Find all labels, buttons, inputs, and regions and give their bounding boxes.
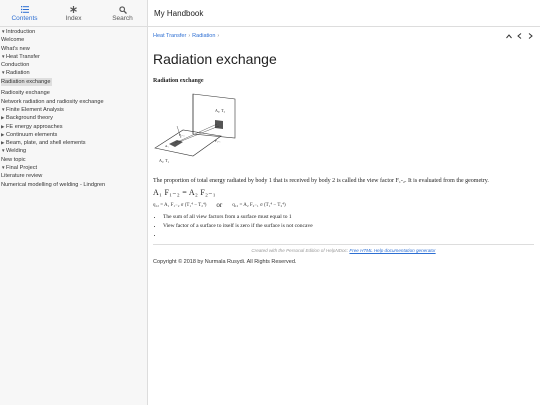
helpndoc-link[interactable]: Free HTML Help documentation generator xyxy=(349,248,436,253)
sidebar xyxy=(0,0,148,405)
toc-item[interactable] xyxy=(1,78,52,86)
toc-item-label: Welcome xyxy=(1,37,25,44)
tab-index[interactable] xyxy=(49,0,98,26)
list-item xyxy=(163,231,534,240)
toc-item[interactable] xyxy=(1,107,64,113)
or-text: or xyxy=(216,201,223,209)
toc-item[interactable] xyxy=(1,29,35,35)
toc-item-label: FE energy approaches xyxy=(6,123,63,130)
toc-item-label: Beam, plate, and shell elements xyxy=(6,140,86,147)
toc-item-label: New topic xyxy=(1,156,26,163)
figure-label-f12: F₁-₂ xyxy=(179,133,185,137)
caret-down-icon[interactable]: ▼ xyxy=(1,53,6,59)
toc-item-label: Literature review xyxy=(1,173,43,180)
toc-item[interactable] xyxy=(1,90,50,96)
sidebar-tabs xyxy=(0,0,147,27)
tab-contents[interactable] xyxy=(0,0,49,26)
heat-exchange-equation-2: q₁₂ = A₂ F₂₋₁ σ (T₁⁴ − T₂⁴) xyxy=(232,203,286,208)
toc-item[interactable] xyxy=(1,62,29,68)
toc-item[interactable] xyxy=(1,148,26,154)
toc-item-label: Radiation xyxy=(6,70,30,77)
toc-item[interactable] xyxy=(1,173,42,179)
list-icon xyxy=(21,5,29,15)
caret-down-icon[interactable]: ▼ xyxy=(1,70,6,76)
tab-search-label: Search xyxy=(112,14,133,22)
figure-label-a2t2: A₂, T₂ xyxy=(215,108,226,113)
caret-right-icon[interactable]: ▶ xyxy=(1,115,5,121)
toc-item[interactable] xyxy=(1,132,57,138)
toc-item[interactable] xyxy=(1,115,53,121)
list-item: • The sum of all view factors from a surface must equal to 1 xyxy=(163,213,534,222)
toc-item-label: Radiosity exchange xyxy=(1,90,50,97)
toc-item[interactable] xyxy=(1,157,26,163)
heat-exchange-equations xyxy=(153,201,534,209)
caret-down-icon[interactable]: ▼ xyxy=(1,29,6,34)
toc-item-label: Background theory xyxy=(6,115,53,122)
toc-item[interactable] xyxy=(1,37,24,43)
figure-label-f21: F₂-₁ xyxy=(215,139,221,143)
reciprocity-equation-row xyxy=(153,188,534,197)
topic-nav xyxy=(505,32,534,40)
toc-item-label: Radiation exchange xyxy=(1,78,51,85)
tab-index-label: Index xyxy=(65,14,82,22)
magnifier-icon xyxy=(119,5,127,15)
topic-content xyxy=(153,30,534,265)
toc-item-label: Finite Element Analysis xyxy=(6,106,64,113)
toc-item-label: Heat Transfer xyxy=(6,53,40,60)
tab-search[interactable] xyxy=(98,0,147,26)
toc-item[interactable] xyxy=(1,70,30,76)
tab-contents-label: Contents xyxy=(11,14,38,22)
view-factor-paragraph: The proportion of total energy radiated by body 1 that is received by body 2 is called the view factor F₁-₂. It is evaluated from the geometry. xyxy=(153,178,489,184)
chevron-left-icon[interactable] xyxy=(516,32,523,40)
chevron-up-icon[interactable] xyxy=(505,32,512,40)
toc-item-label: Continuum elements xyxy=(6,131,58,138)
toc-item-label: Conduction xyxy=(1,62,30,69)
caret-down-icon[interactable]: ▼ xyxy=(1,165,6,171)
reciprocity-equation: A₁ F₁₋₂ = A₂ F₂₋₁ xyxy=(153,188,216,197)
toc-item-label: Final Project xyxy=(6,165,38,172)
breadcrumb-bar: Heat Transfer › Radiation › xyxy=(153,30,534,42)
toc-item[interactable] xyxy=(1,46,30,52)
toc-item[interactable] xyxy=(1,124,63,130)
caret-right-icon[interactable]: ▶ xyxy=(1,131,5,137)
toc-item-label: What's new xyxy=(1,45,30,52)
caret-down-icon[interactable]: ▼ xyxy=(1,148,6,154)
chevron-right-icon[interactable] xyxy=(527,32,534,40)
list-item: • View factor of a surface to itself is zero if the surface is not concave xyxy=(163,222,534,231)
toc-item-label: Numerical modelling of welding - Lindgren xyxy=(1,181,106,188)
view-factor-rules xyxy=(163,213,534,240)
copyright-text: Copyright © 2018 by Nurmala Rusydi. All Rights Reserved. xyxy=(153,259,297,265)
section-heading: Radiation exchange xyxy=(153,78,204,84)
toc-item[interactable] xyxy=(1,140,86,146)
toc-item-label: Welding xyxy=(6,148,27,155)
footer-prefix: Created with the Personal Edition of HelpNDoc: xyxy=(251,248,350,253)
heat-exchange-equation-1: q₁₂ = A₁ F₁₋₂ σ (T₁⁴ − T₂⁴) xyxy=(153,203,207,208)
view-factor-diagram xyxy=(153,90,243,170)
asterisk-icon xyxy=(70,5,77,15)
figure-label-a1t1: A₁, T₁ xyxy=(159,158,170,163)
toc-item[interactable] xyxy=(1,99,104,105)
helpndoc-footer xyxy=(153,244,534,253)
toc-item-label: Network radiation and radiosity exchange xyxy=(1,98,104,105)
toc-item-label: Introduction xyxy=(6,29,36,35)
caret-down-icon[interactable]: ▼ xyxy=(1,106,6,112)
figure-label-a1: A₁ xyxy=(165,144,169,148)
caret-right-icon[interactable]: ▶ xyxy=(1,140,5,146)
table-of-contents xyxy=(0,27,147,189)
toc-item[interactable] xyxy=(1,165,37,171)
toc-item[interactable] xyxy=(1,54,40,60)
breadcrumb-heat-transfer[interactable]: Heat Transfer xyxy=(153,33,187,39)
handbook-title: My Handbook xyxy=(154,8,204,18)
header xyxy=(148,0,540,27)
page-title: Radiation exchange xyxy=(153,51,277,67)
caret-right-icon[interactable]: ▶ xyxy=(1,123,5,129)
breadcrumb-radiation[interactable]: Radiation xyxy=(192,33,216,39)
toc-item[interactable] xyxy=(1,182,105,188)
